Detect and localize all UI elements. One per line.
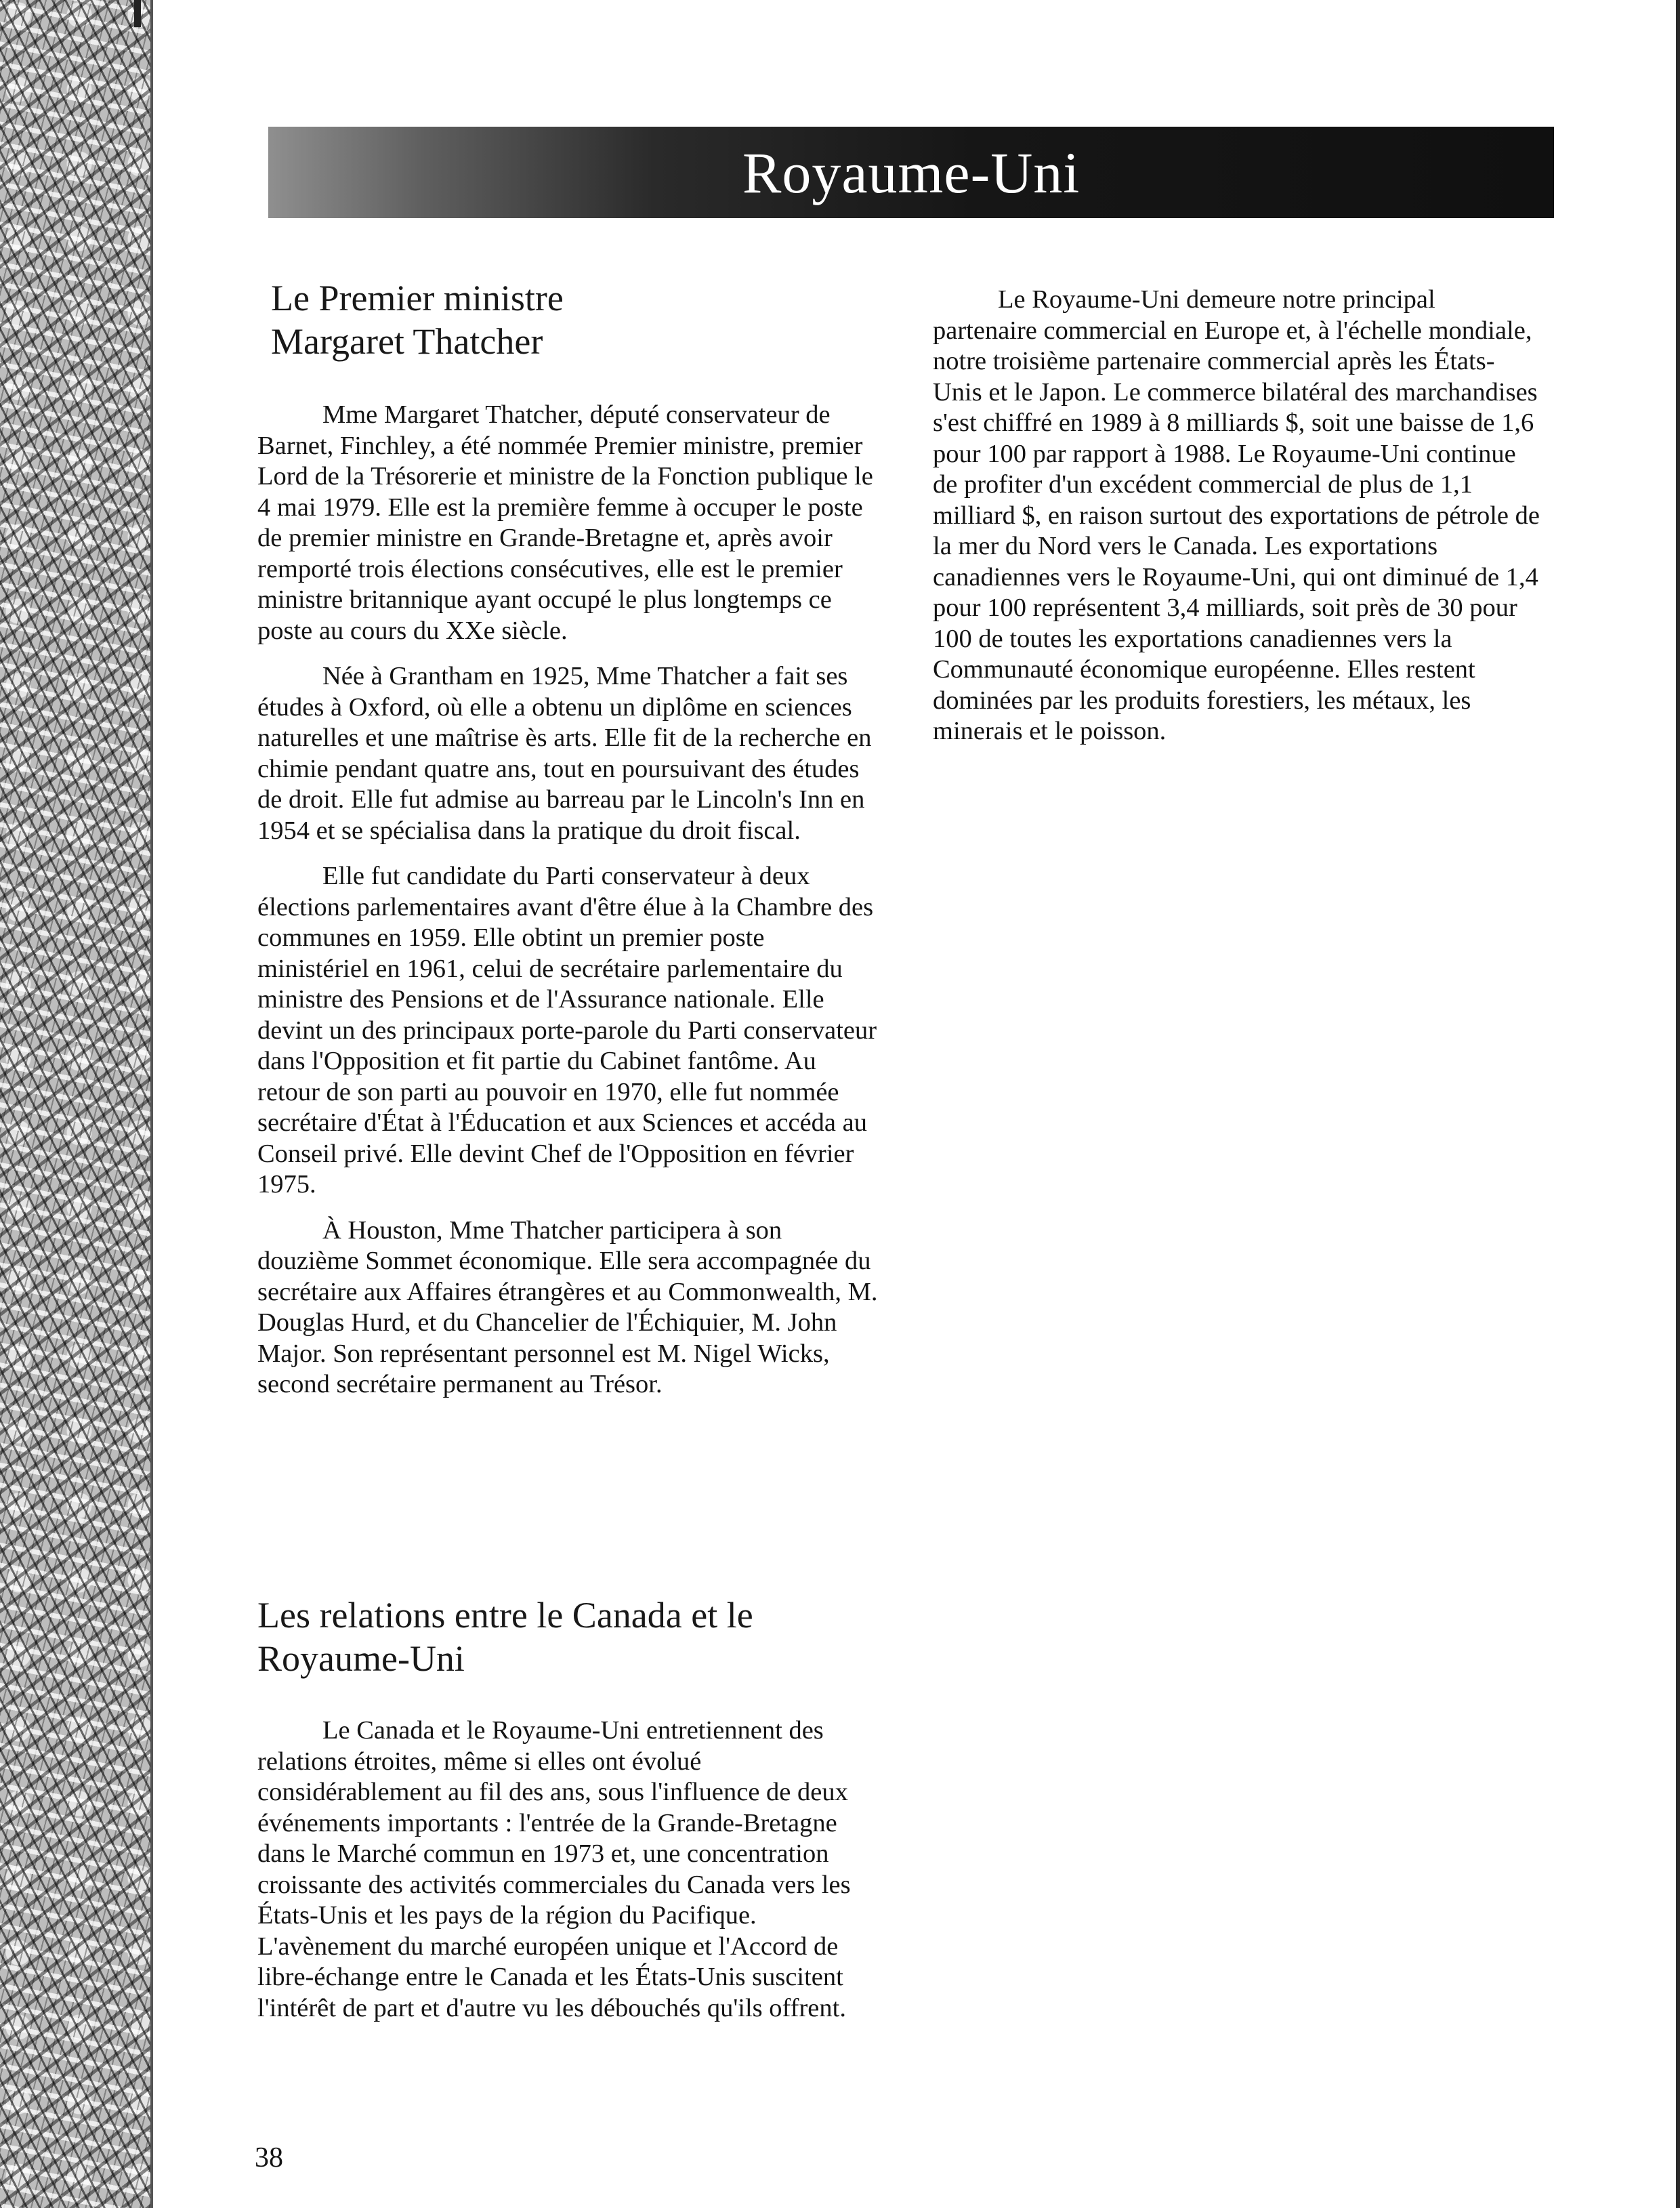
heading-line: Margaret Thatcher [271, 321, 543, 362]
page-edge [1676, 0, 1680, 2208]
body-paragraph: Elle fut candidate du Parti conservateur à deux élections parlementaires avant d'être élue à la Chambre des communes en 1959. Elle obtint un premier poste ministériel en 1961, celui de secrétaire parlementaire du ministre des Pensions et de l'Assurance nationale. Elle devint un des principaux porte-parole du Parti conservateur dans l'Opposition et fit partie du Cabinet fantôme. Au retour de son parti au pouvoir en 1970, elle fut nommée secrétaire d'État à l'Éducation et aux Sciences et accéda au Conseil privé. Elle devint Chef de l'Opposition en février 1975. [257, 862, 877, 1199]
page-number: 38 [255, 2142, 283, 2173]
heading-line: Royaume-Uni [257, 1638, 465, 1679]
heading-line: Les relations entre le Canada et le [257, 1595, 753, 1636]
body-paragraph: Née à Grantham en 1925, Mme Thatcher a fait ses études à Oxford, où elle a obtenu un diplôme en sciences naturelles et une maîtrise ès arts. Elle fit de la recherche en chimie pendant quatre ans, tout en poursuivant des études de droit. Elle fut admise au barreau par le Lincoln's Inn en 1954 et se spécialisa dans la pratique du droit fiscal. [257, 662, 872, 845]
heading-line: Le Premier ministre [271, 278, 564, 318]
binding-mark [134, 0, 141, 27]
body-paragraph: À Houston, Mme Thatcher participera à son douzième Sommet économique. Elle sera accompagnée du secrétaire aux Affaires étrangères et au Commonwealth, M. Douglas Hurd, et du Chancelier de l'Échiquier, M. John Major. Son représentant personnel est M. Nigel Wicks, second secrétaire permanent au Trésor. [257, 1215, 878, 1398]
body-paragraph: Le Canada et le Royaume-Uni entretiennent des relations étroites, même si elles ont évolué considérablement au fil des ans, sous l'influence de deux événements importants : l'entrée de la Grande-Bretagne dans le Marché commun en 1973 et, une concentration croissante des activités commerciales du Canada vers les États-Unis et les pays de la région du Pacifique. L'avènement du marché européen unique et l'Accord de libre-échange entre le Canada et les États-Unis suscitent l'intérêt de part et d'autre vu les débouchés qu'ils offrent. [257, 1716, 851, 2022]
page-title: Royaume-Uni [742, 140, 1080, 205]
body-paragraph: Mme Margaret Thatcher, député conservateur de Barnet, Finchley, a été nommée Premier ministre, premier Lord de la Trésorerie et ministre de la Fonction publique le 4 mai 1979. Elle est la première femme à occuper le poste de premier ministre en Grande-Bretagne et, après avoir remporté trois élections consécutives, elle est le premier ministre britannique ayant occupé le plus longtemps ce poste au cours du XXe siècle. [257, 400, 873, 645]
section-heading-relations [257, 1593, 753, 1680]
body-paragraph: Le Royaume-Uni demeure notre principal partenaire commercial en Europe et, à l'échelle mondiale, notre troisième partenaire commercial après les États-Unis et le Japon. Le commerce bilatéral des marchandises s'est chiffré en 1989 à 8 milliards $, soit une baisse de 1,6 pour 100 par rapport à 1988. Le Royaume-Uni continue de profiter d'un excédent commercial de plus de 1,1 milliard $, en raison surtout des exportations de pétrole de la mer du Nord vers le Canada. Les exportations canadiennes vers le Royaume-Uni, qui ont diminué de 1,4 pour 100 représentent 3,4 milliards, soit près de 30 pour 100 de toutes les exportations canadiennes vers la Communauté économique européenne. Elles restent dominées par les produits forestiers, les métaux, les minerais et le poisson. [933, 285, 1540, 745]
trade-body [933, 285, 1542, 747]
decorative-margin-image [0, 0, 150, 2208]
thatcher-body [257, 400, 881, 1400]
margin-border [150, 0, 153, 2208]
relations-body [257, 1715, 887, 2024]
section-heading-thatcher [271, 276, 564, 363]
